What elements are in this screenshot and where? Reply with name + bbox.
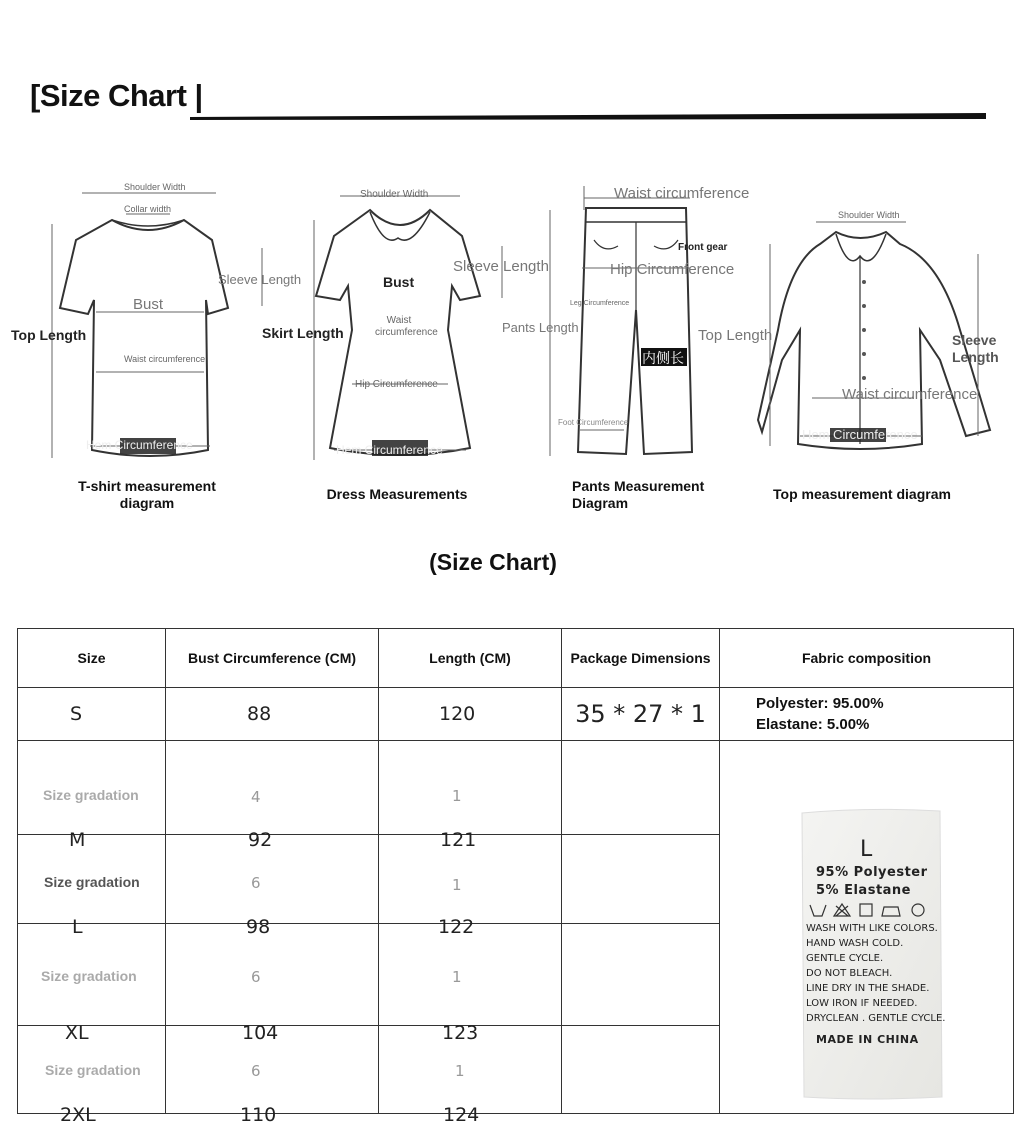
pants-hip-label: Hip Circumference bbox=[610, 261, 735, 278]
size-cell: S bbox=[70, 703, 83, 725]
size-gradation-label: Size gradation bbox=[41, 967, 137, 984]
size-cell: 2XL bbox=[60, 1104, 96, 1127]
fabric-line-elastane: Elastane: 5.00% bbox=[756, 716, 870, 733]
pants-leg-label: Leg Circumference bbox=[570, 300, 630, 307]
size-cell: M bbox=[69, 828, 86, 851]
tshirt-sleeve-length-label: Sleeve Length bbox=[218, 272, 302, 287]
length-gradation: 1 bbox=[452, 786, 462, 805]
length-cell: 122 bbox=[438, 916, 475, 939]
dress-hem-label: Hem Circumference bbox=[336, 443, 443, 457]
header-size: Size bbox=[18, 629, 166, 688]
care-instructions bbox=[806, 921, 945, 1026]
care-instruction: WASH WITH LIKE COLORS. bbox=[806, 923, 938, 934]
table-row bbox=[18, 741, 1014, 835]
dress-sleeve-length-label: Sleeve Length bbox=[453, 258, 549, 275]
top-caption: Top measurement diagram bbox=[773, 486, 951, 502]
dress-caption: Dress Measurements bbox=[326, 486, 468, 502]
dress-shoulder-width-label: Shoulder Width bbox=[360, 189, 429, 200]
package-cell: 35 * 27 * 1 bbox=[575, 700, 706, 728]
tshirt-hem-label: Hem Circumference bbox=[86, 438, 193, 452]
top-waist-label: Waist circumference bbox=[842, 386, 978, 403]
pants-waist-label: Waist circumference bbox=[614, 185, 750, 202]
length-cell: 120 bbox=[439, 703, 476, 725]
care-instruction: GENTLE CYCLE. bbox=[806, 953, 884, 964]
table-row bbox=[18, 688, 1014, 741]
length-cell: 124 bbox=[443, 1104, 480, 1127]
care-label-origin: MADE IN CHINA bbox=[816, 1033, 919, 1046]
header-package: Package Dimensions bbox=[562, 629, 720, 688]
tshirt-shoulder-width-label: Shoulder Width bbox=[124, 182, 186, 192]
care-label-composition-1: 95% Polyester bbox=[816, 865, 928, 880]
top-length-label: Top Length bbox=[698, 327, 773, 344]
title-underline bbox=[190, 112, 990, 124]
bust-cell: 88 bbox=[247, 703, 272, 725]
table-header-row bbox=[18, 629, 1014, 688]
length-cell: 121 bbox=[440, 828, 477, 851]
header-bust: Bust Circumference (CM) bbox=[166, 629, 379, 688]
top-hem-label: Hem Circumference bbox=[802, 427, 918, 442]
top-shoulder-width-label: Shoulder Width bbox=[838, 210, 900, 220]
tshirt-caption: T-shirt measurement diagram bbox=[78, 478, 216, 511]
length-gradation: 1 bbox=[452, 876, 462, 895]
pants-foot-label: Foot Circumference bbox=[558, 418, 629, 427]
care-instruction: DRYCLEAN . GENTLE CYCLE. bbox=[806, 1013, 946, 1024]
bust-gradation: 6 bbox=[251, 967, 261, 986]
bust-gradation: 4 bbox=[251, 787, 261, 806]
bust-cell: 98 bbox=[246, 916, 271, 939]
header-length: Length (CM) bbox=[379, 629, 562, 688]
length-gradation: 1 bbox=[455, 1062, 465, 1081]
pants-inseam-label: 内侧长 bbox=[642, 350, 684, 366]
tshirt-waist-label: Waist circumference bbox=[124, 354, 206, 364]
bust-cell: 110 bbox=[240, 1104, 277, 1127]
pants-front-gear-label: Front gear bbox=[678, 242, 728, 253]
care-label-size: L bbox=[860, 837, 873, 862]
length-gradation: 1 bbox=[452, 967, 462, 986]
tshirt-top-length-label: Top Length bbox=[11, 327, 87, 343]
dress-bust-label: Bust bbox=[383, 274, 415, 290]
pants-caption: Pants Measurement Diagram bbox=[572, 478, 705, 511]
care-instruction: DO NOT BLEACH. bbox=[806, 968, 893, 979]
fabric-line-polyester: Polyester: 95.00% bbox=[756, 695, 884, 712]
size-cell: XL bbox=[65, 1021, 89, 1044]
top-sleeve-length-label: Sleeve Length bbox=[952, 332, 999, 365]
size-cell: L bbox=[72, 916, 83, 939]
care-label-composition-2: 5% Elastane bbox=[816, 883, 912, 898]
size-gradation-label: Size gradation bbox=[43, 786, 139, 803]
care-symbols-icon bbox=[806, 901, 936, 919]
dress-waist-label: Waist circumference bbox=[375, 315, 438, 338]
care-instruction: LINE DRY IN THE SHADE. bbox=[806, 983, 930, 994]
dress-skirt-length-label: Skirt Length bbox=[262, 325, 344, 341]
size-gradation-label: Size gradation bbox=[44, 874, 140, 891]
page-title: [Size Chart | bbox=[30, 78, 203, 113]
header-fabric: Fabric composition bbox=[720, 629, 1014, 688]
size-table bbox=[17, 628, 1014, 1127]
bust-cell: 92 bbox=[248, 828, 273, 851]
bust-gradation: 6 bbox=[251, 874, 261, 893]
pants-length-label: Pants Length bbox=[502, 320, 579, 335]
size-chart-subtitle: (Size Chart) bbox=[429, 549, 557, 575]
care-instruction: LOW IRON IF NEEDED. bbox=[806, 998, 918, 1009]
tshirt-bust-label: Bust bbox=[133, 296, 164, 313]
size-gradation-label: Size gradation bbox=[45, 1062, 141, 1079]
bust-gradation: 6 bbox=[251, 1062, 261, 1081]
care-instruction: HAND WASH COLD. bbox=[806, 938, 904, 949]
dress-hip-label: Hip Circumference bbox=[355, 379, 438, 390]
care-label-cell bbox=[720, 741, 1014, 1114]
bust-cell: 104 bbox=[242, 1021, 279, 1044]
tshirt-collar-width-label: Collar width bbox=[124, 204, 172, 214]
length-cell: 123 bbox=[442, 1021, 479, 1044]
